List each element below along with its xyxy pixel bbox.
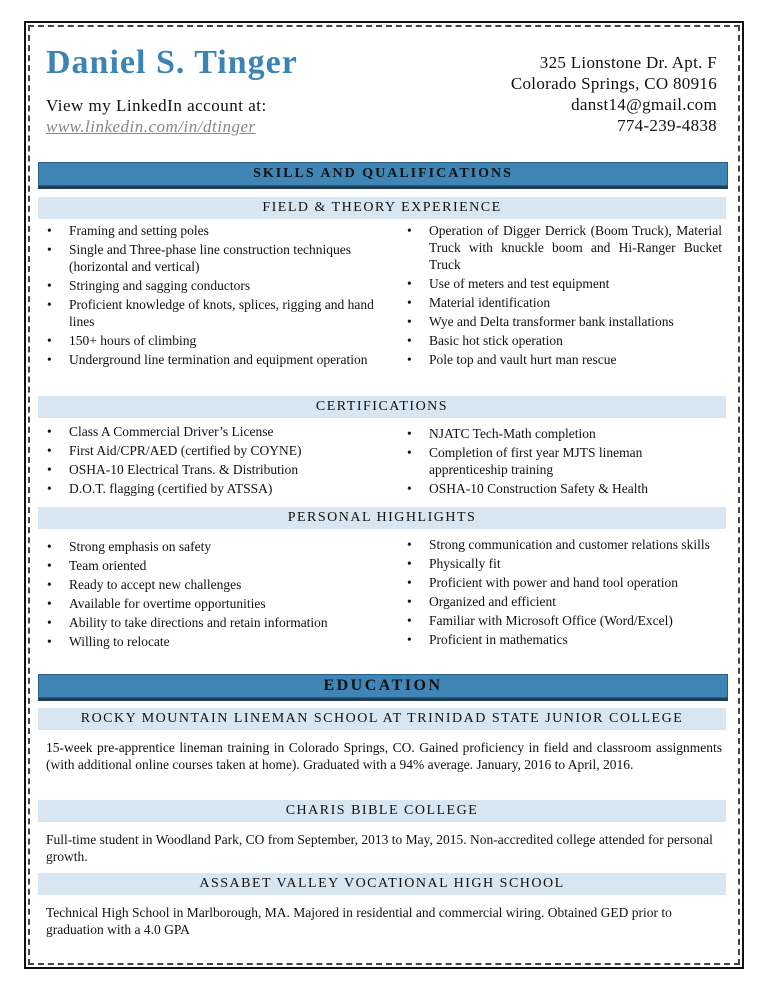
school-name: ROCKY MOUNTAIN LINEMAN SCHOOL AT TRINIDAD STATE JUNIOR COLLEGE [38, 708, 726, 730]
list-item: • Team oriented [46, 557, 376, 574]
subsection-header-field: FIELD & THEORY EXPERIENCE [38, 197, 726, 219]
phone-number: 774-239-4838 [617, 116, 717, 135]
personal-highlights-left-list [46, 538, 376, 652]
school-name: ASSABET VALLEY VOCATIONAL HIGH SCHOOL [38, 873, 726, 895]
list-item: • NJATC Tech-Math completion [406, 425, 722, 442]
list-item: • Use of meters and test equipment [406, 275, 722, 292]
list-item: • Class A Commercial Driver’s License [46, 423, 376, 440]
section-header-skills: SKILLS AND QUALIFICATIONS [38, 162, 728, 186]
section-header-education: EDUCATION [38, 674, 728, 698]
list-item: • Wye and Delta transformer bank installations [406, 313, 722, 330]
list-item: • Ready to accept new challenges [46, 576, 376, 593]
list-item: • Completion of first year MJTS lineman apprenticeship training [406, 444, 722, 478]
list-item: • Strong emphasis on safety [46, 538, 376, 555]
school-description: Technical High School in Marlborough, MA. Majored in residential and commercial wiring. Obtained GED prior to graduation with a 4.0 GPA [46, 905, 672, 937]
school-description: Full-time student in Woodland Park, CO from September, 2013 to May, 2015. Non-accredited college attended for personal growth. [46, 832, 713, 864]
list-item: • Willing to relocate [46, 633, 376, 650]
list-item: • Framing and setting poles [46, 222, 376, 239]
list-item: • Strong communication and customer relations skills [406, 536, 722, 553]
list-item: • Underground line termination and equipment operation [46, 351, 376, 368]
list-item: • Ability to take directions and retain information [46, 614, 376, 631]
list-item: • Pole top and vault hurt man rescue [406, 351, 722, 368]
list-item: • Operation of Digger Derrick (Boom Truck), Material Truck with knuckle boom and Hi-Ranger Bucket Truck [406, 222, 722, 273]
subsection-header-certifications: CERTIFICATIONS [38, 396, 726, 418]
list-item: • Proficient in mathematics [406, 631, 722, 648]
list-item: • Stringing and sagging conductors [46, 277, 376, 294]
address-line-1: 325 Lionstone Dr. Apt. F [539, 53, 717, 72]
personal-highlights-right-list [406, 536, 722, 650]
list-item: • Single and Three-phase line construction techniques (horizontal and vertical) [46, 241, 376, 275]
list-item: • OSHA-10 Construction Safety & Health [406, 480, 722, 497]
list-item: • First Aid/CPR/AED (certified by COYNE) [46, 442, 376, 459]
list-item: • Proficient knowledge of knots, splices, rigging and hand lines [46, 296, 376, 330]
field-skills-right-list [406, 222, 722, 370]
address-line-2: Colorado Springs, CO 80916 [510, 74, 717, 93]
list-item: • Available for overtime opportunities [46, 595, 376, 612]
list-item: • D.O.T. flagging (certified by ATSSA) [46, 480, 376, 497]
certifications-right-list [406, 425, 722, 499]
list-item: • OSHA-10 Electrical Trans. & Distribution [46, 461, 376, 478]
list-item: • Material identification [406, 294, 722, 311]
email-link[interactable]: danst14@gmail.com [571, 95, 717, 114]
subsection-header-personal: PERSONAL HIGHLIGHTS [38, 507, 726, 529]
list-item: • Physically fit [406, 555, 722, 572]
list-item: • Familiar with Microsoft Office (Word/Excel) [406, 612, 722, 629]
linkedin-label: View my LinkedIn account at: [46, 96, 267, 115]
list-item: • Proficient with power and hand tool operation [406, 574, 722, 591]
list-item: • Basic hot stick operation [406, 332, 722, 349]
school-name: CHARIS BIBLE COLLEGE [38, 800, 726, 822]
contact-block [511, 52, 717, 136]
certifications-left-list [46, 423, 376, 499]
school-description: 15-week pre-apprentice lineman training in Colorado Springs, CO. Gained proficiency in field and classroom assignments (with additional online courses taken at home). Graduated with a 94% average. January, 2016 to April, 2016. [46, 740, 722, 772]
list-item: • Organized and efficient [406, 593, 722, 610]
candidate-name: Daniel S. Tinger [46, 44, 298, 81]
field-skills-left-list [46, 222, 376, 370]
linkedin-link[interactable]: www.linkedin.com/in/dtinger [46, 117, 256, 136]
list-item: • 150+ hours of climbing [46, 332, 376, 349]
